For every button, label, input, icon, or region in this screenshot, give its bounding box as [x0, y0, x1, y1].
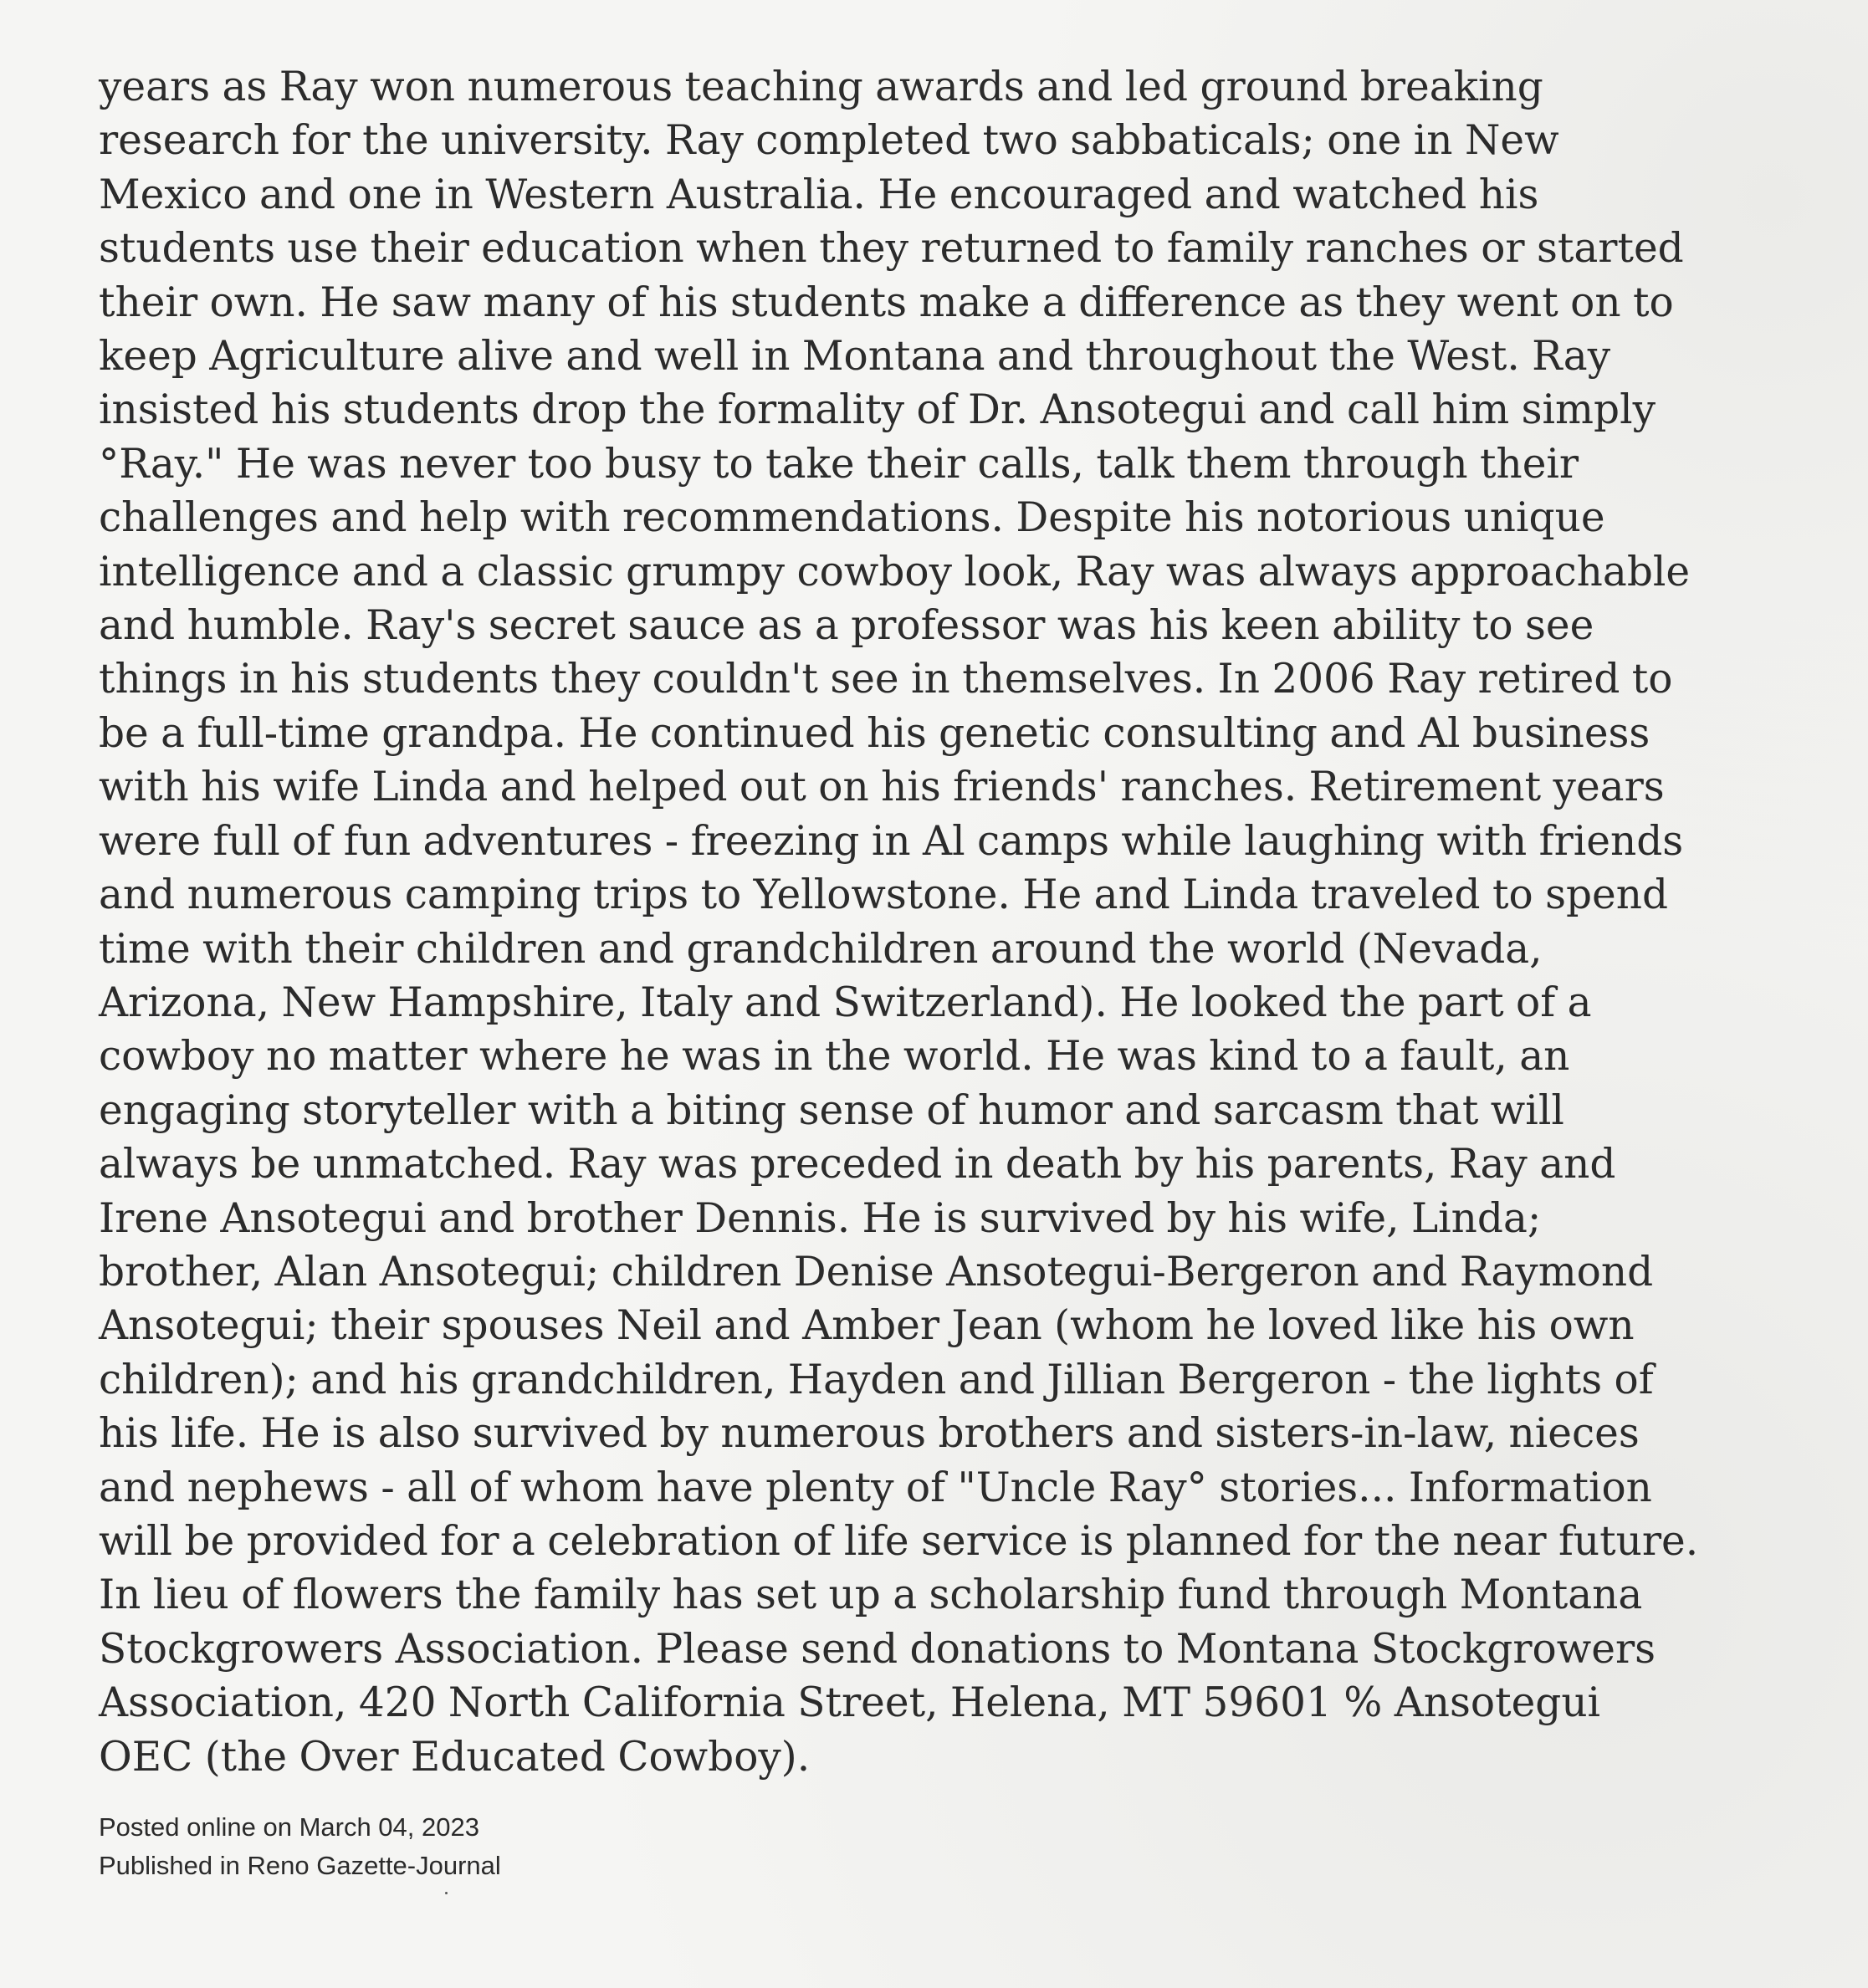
obituary-line: intelligence and a classic grumpy cowboy look, Ray was always approachable [99, 548, 1691, 595]
obituary-line: be a full-time grandpa. He continued his genetic consulting and Al business [99, 709, 1650, 757]
obituary-line: years as Ray won numerous teaching awards and led ground breaking [99, 64, 1543, 110]
posted-date: Posted online on March 04, 2023 [99, 1812, 479, 1842]
obituary-line: time with their children and grandchildren around the world (Nevada, [99, 925, 1543, 973]
obituary-line: things in his students they couldn't see in themselves. In 2006 Ray retired to [99, 656, 1673, 703]
obituary-line: Ansotegui; their spouses Neil and Amber Jean (whom he loved like his own [99, 1302, 1635, 1350]
obituary-line: Irene Ansotegui and brother Dennis. He is survived by his wife, Linda; [99, 1194, 1542, 1242]
obituary-line: cowboy no matter where he was in the world. He was kind to a fault, an [99, 1033, 1570, 1081]
obituary-line: challenges and help with recommendations. Despite his notorious unique [99, 494, 1605, 542]
obituary-line: will be provided for a celebration of life service is planned for the near future. [99, 1517, 1699, 1565]
publication-source: Published in Reno Gazette-Journal [99, 1851, 501, 1880]
obituary-line: their own. He saw many of his students make a difference as they went on to [99, 279, 1674, 326]
obituary-line: OEC (the Over Educated Cowboy). [99, 1733, 811, 1781]
obituary-line: students use their education when they returned to family ranches or started [99, 225, 1684, 273]
obituary-line: brother, Alan Ansotegui; children Denise Ansotegui-Bergeron and Raymond [99, 1248, 1654, 1296]
obituary-line: In lieu of flowers the family has set up a scholarship fund through Montana [99, 1571, 1643, 1619]
obituary-line: research for the university. Ray completed two sabbaticals; one in New [99, 117, 1559, 165]
obituary-line: Stockgrowers Association. Please send donations to Montana Stockgrowers [99, 1625, 1656, 1673]
obituary-text [99, 60, 1780, 1784]
publication-footer [99, 1808, 501, 1885]
scan-speck [445, 1892, 448, 1894]
obituary-line: and numerous camping trips to Yellowstone. He and Linda traveled to spend [99, 871, 1669, 919]
obituary-line: insisted his students drop the formality of Dr. Ansotegui and call him simply [99, 386, 1656, 434]
obituary-line: Arizona, New Hampshire, Italy and Switzerland). He looked the part of a [99, 979, 1592, 1026]
obituary-line: Association, 420 North California Street, Helena, MT 59601 % Ansotegui [99, 1679, 1601, 1727]
obituary-line: and humble. Ray's secret sauce as a professor was his keen ability to see [99, 602, 1594, 650]
obituary-line: children); and his grandchildren, Hayden and Jillian Bergeron - the lights of [99, 1356, 1654, 1403]
obituary-line: with his wife Linda and helped out on his friends' ranches. Retirement years [99, 764, 1665, 811]
obituary-line: engaging storyteller with a biting sense of humor and sarcasm that will [99, 1086, 1564, 1134]
obituary-line: keep Agriculture alive and well in Montana and throughout the West. Ray [99, 333, 1611, 381]
obituary-line: his life. He is also survived by numerous brothers and sisters-in-law, nieces [99, 1410, 1640, 1458]
obituary-line: °Ray." He was never too busy to take their calls, talk them through their [99, 440, 1579, 488]
obituary-line: always be unmatched. Ray was preceded in death by his parents, Ray and [99, 1141, 1616, 1188]
obituary-line: were full of fun adventures - freezing in Al camps while laughing with friends [99, 817, 1684, 865]
obituary-line: Mexico and one in Western Australia. He encouraged and watched his [99, 171, 1539, 218]
obituary-line: and nephews - all of whom have plenty of "Uncle Ray° stories... Information [99, 1464, 1652, 1511]
